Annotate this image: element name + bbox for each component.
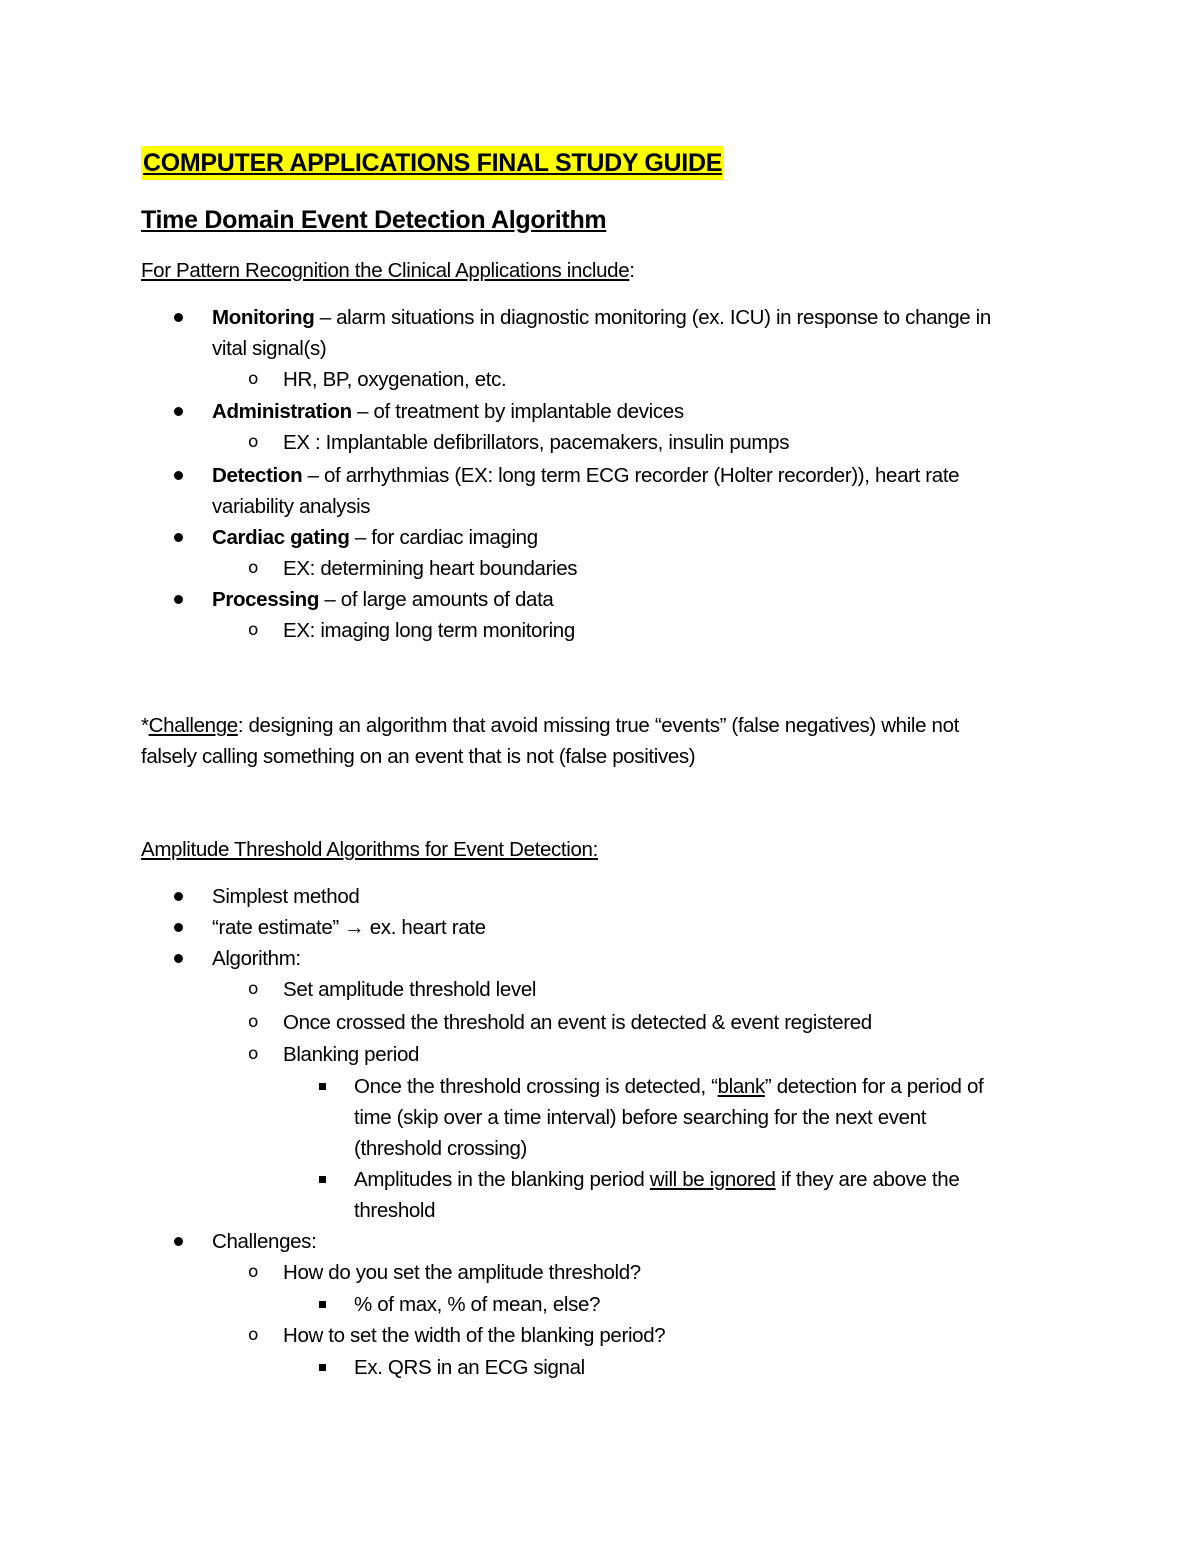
circle-bullet-icon: o [248, 979, 259, 999]
bullet-icon [174, 533, 183, 542]
list-item-cardiac-gating [212, 522, 538, 553]
square-bullet-icon [319, 1176, 326, 1183]
algorithm-step-set-threshold: Set amplitude threshold level [283, 978, 537, 1001]
monitoring-continuation: vital signal(s) [212, 337, 327, 360]
bullet-icon [174, 1237, 183, 1246]
term-detection: Detection [212, 464, 303, 487]
blanking-detail-2-continuation: threshold [354, 1199, 436, 1222]
section-heading: Time Domain Event Detection Algorithm [141, 206, 607, 234]
term-administration: Administration [212, 400, 352, 423]
challenge-paragraph-line-1 [141, 710, 959, 741]
circle-bullet-icon: o [248, 1044, 259, 1064]
circle-bullet-icon: o [248, 432, 259, 452]
right-arrow-icon: → [344, 916, 365, 939]
bullet-icon [174, 595, 183, 604]
gating-text: – for cardiac imaging [349, 526, 538, 549]
term-cardiac-gating: Cardiac gating [212, 526, 350, 549]
circle-bullet-icon: o [248, 558, 259, 578]
bullet-icon [174, 923, 183, 932]
bullet-icon [174, 954, 183, 963]
threshold-options: % of max, % of mean, else? [354, 1293, 601, 1316]
document-title: COMPUTER APPLICATIONS FINAL STUDY GUIDE [141, 146, 724, 180]
blanking-detail-1 [354, 1071, 983, 1102]
list-item-monitoring [212, 302, 991, 333]
monitoring-sub-item: HR, BP, oxygenation, etc. [283, 368, 507, 391]
blank-text-c: ” detection for a period of [764, 1075, 984, 1098]
circle-bullet-icon: o [248, 369, 259, 389]
list-item-challenges: Challenges: [212, 1230, 317, 1253]
circle-bullet-icon: o [248, 1012, 259, 1032]
processing-text: – of large amounts of data [319, 588, 554, 611]
challenge-star: * [141, 714, 149, 737]
list-item-detection [212, 460, 959, 491]
challenge-paragraph-line-2: falsely calling something on an event that is not (false positives) [141, 745, 696, 768]
ignored-text-c: if they are above the [775, 1168, 960, 1191]
bullet-icon [174, 892, 183, 901]
bullet-icon [174, 313, 183, 322]
term-processing: Processing [212, 588, 320, 611]
list-item-algorithm: Algorithm: [212, 947, 301, 970]
blanking-detail-2 [354, 1164, 959, 1195]
detection-continuation: variability analysis [212, 495, 371, 518]
processing-sub-item: EX: imaging long term monitoring [283, 619, 575, 642]
square-bullet-icon [319, 1364, 326, 1371]
square-bullet-icon [319, 1083, 326, 1090]
blank-text-a: Once the threshold crossing is detected, “ [354, 1075, 718, 1098]
challenge-how-threshold: How do you set the amplitude threshold? [283, 1261, 641, 1284]
intro-line [141, 255, 635, 286]
rate-estimate-text: “rate estimate” [212, 916, 345, 939]
list-item-processing [212, 584, 553, 615]
circle-bullet-icon: o [248, 1325, 259, 1345]
bullet-icon [174, 407, 183, 416]
blanking-detail-1-continuation-2: (threshold crossing) [354, 1137, 528, 1160]
challenge-text: : designing an algorithm that avoid missing true “events” (false negatives) while not [237, 714, 959, 737]
list-item-simplest: Simplest method [212, 885, 360, 908]
square-bullet-icon [319, 1301, 326, 1308]
intro-label: For Pattern Recognition the Clinical Applications include [141, 259, 630, 282]
circle-bullet-icon: o [248, 1262, 259, 1282]
ignored-phrase: will be ignored [649, 1168, 776, 1191]
challenge-how-width: How to set the width of the blanking period? [283, 1324, 666, 1347]
width-example: Ex. QRS in an ECG signal [354, 1356, 585, 1379]
list-item-administration [212, 396, 684, 427]
blank-word: blank [717, 1075, 765, 1098]
algorithm-step-blanking: Blanking period [283, 1043, 420, 1066]
detection-text: – of arrhythmias (EX: long term ECG recorder (Holter recorder)), heart rate [302, 464, 960, 487]
administration-sub-item: EX : Implantable defibrillators, pacemakers, insulin pumps [283, 431, 790, 454]
intro-colon: : [629, 259, 635, 282]
term-monitoring: Monitoring [212, 306, 315, 329]
ignored-text-a: Amplitudes in the blanking period [354, 1168, 650, 1191]
rate-estimate-tail: ex. heart rate [364, 916, 486, 939]
bullet-icon [174, 471, 183, 480]
amplitude-heading: Amplitude Threshold Algorithms for Event Detection: [141, 838, 598, 861]
blanking-detail-1-continuation: time (skip over a time interval) before searching for the next event [354, 1106, 927, 1129]
gating-sub-item: EX: determining heart boundaries [283, 557, 578, 580]
challenge-label: Challenge [148, 714, 238, 737]
monitoring-text: – alarm situations in diagnostic monitoring (ex. ICU) in response to change in [314, 306, 991, 329]
circle-bullet-icon: o [248, 620, 259, 640]
list-item-rate-estimate [212, 912, 486, 943]
administration-text: – of treatment by implantable devices [351, 400, 684, 423]
algorithm-step-once-crossed: Once crossed the threshold an event is detected & event registered [283, 1011, 872, 1034]
